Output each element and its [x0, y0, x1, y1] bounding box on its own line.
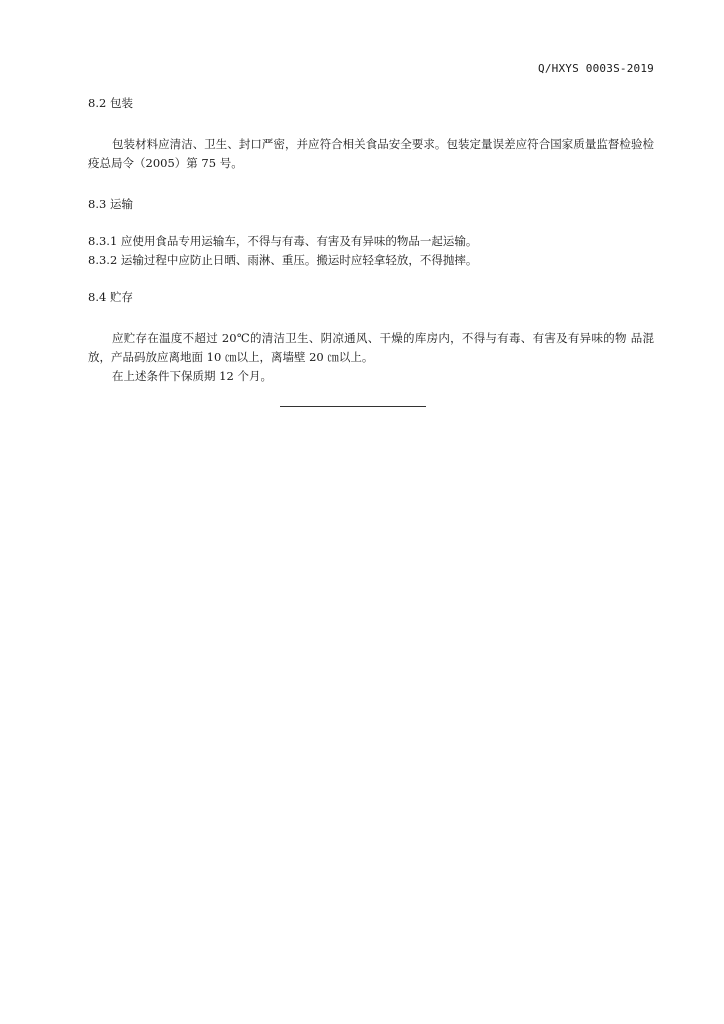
end-of-document-rule	[280, 406, 426, 407]
spacer	[88, 307, 654, 329]
storage-paragraph: 应贮存在温度不超过 20℃的清洁卫生、阴凉通风、干燥的库房内，不得与有毒、有害及有异味的物 品混放，产品码放应离地面 10 ㎝以上，离墙壁 20 ㎝以上。	[88, 331, 654, 364]
spacer	[88, 270, 654, 288]
spacer	[88, 113, 654, 135]
document-body	[88, 94, 654, 386]
transport-item: 8.3.2 运输过程中应防止日晒、雨淋、重压。搬运时应轻拿轻放，不得抛摔。	[88, 253, 478, 267]
section-heading-transport: 8.3 运输	[88, 197, 133, 211]
spacer	[88, 214, 654, 232]
transport-item: 8.3.1 应使用食品专用运输车，不得与有毒、有害及有异味的物品一起运输。	[88, 234, 478, 248]
shelf-life-text: 在上述条件下保质期 12 个月。	[112, 369, 272, 383]
document-code: Q/HXYS 0003S-2019	[538, 62, 654, 75]
packaging-paragraph: 包装材料应清洁、卫生、封口严密，并应符合相关食品安全要求。包装定量误差应符合国家质量监督检验检疫总局令（2005）第 75 号。	[88, 137, 654, 170]
section-heading-storage: 8.4 贮存	[88, 290, 133, 304]
section-heading-packaging: 8.2 包装	[88, 96, 133, 110]
spacer	[88, 173, 654, 195]
